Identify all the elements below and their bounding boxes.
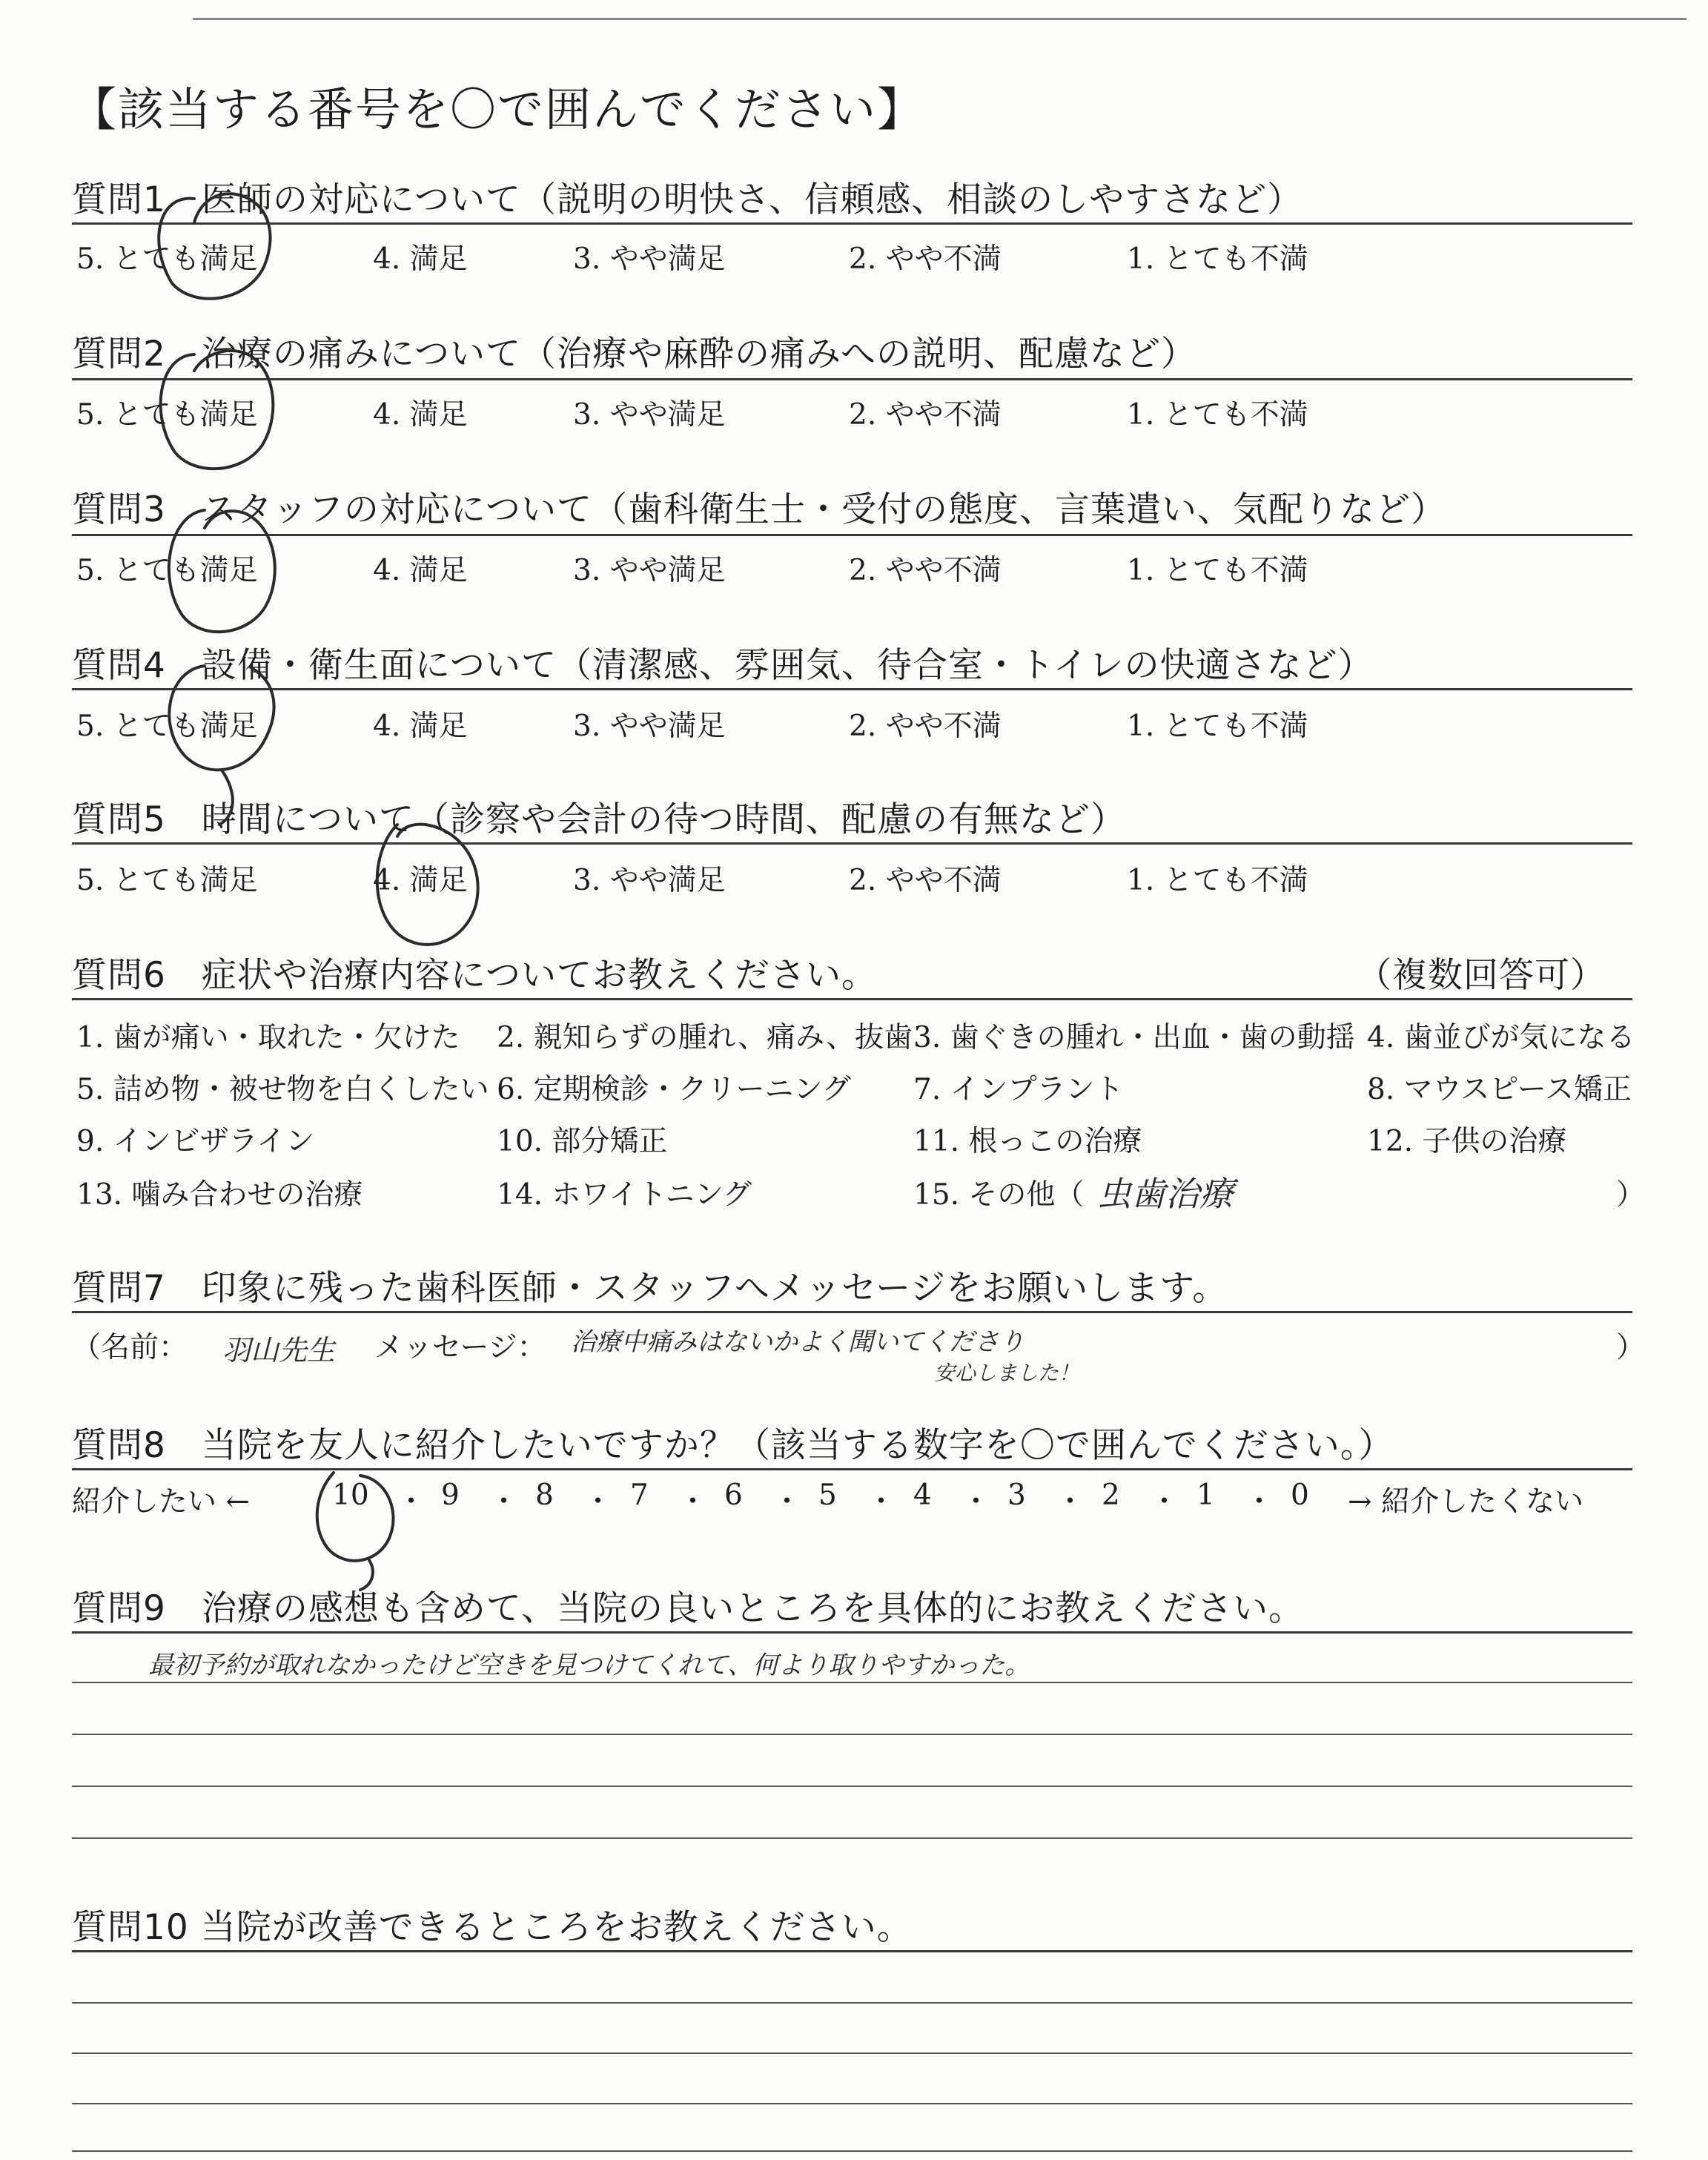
dot-separator: ・ bbox=[397, 1485, 426, 1519]
treatment-item[interactable]: 7. インプラント bbox=[913, 1073, 1124, 1106]
answer-line bbox=[72, 1734, 1632, 1735]
scale-value[interactable]: 9 bbox=[441, 1479, 460, 1512]
option-1[interactable]: 1. とても不満 bbox=[1127, 864, 1308, 897]
question-8-title: 質問8 当院を友人に紹介したいですか？（該当する数字を〇で囲んでください。） bbox=[72, 1425, 1394, 1466]
option-3[interactable]: 3. やや満足 bbox=[573, 398, 726, 432]
treatment-item[interactable]: 6. 定期検診・クリーニング bbox=[497, 1073, 851, 1106]
treatment-item[interactable]: 3. 歯ぐきの腫れ・出血・歯の動揺 bbox=[913, 1021, 1355, 1054]
question-1-title: 質問1 医師の対応について（説明の明快さ、信頼感、相談のしやすさなど） bbox=[72, 179, 1303, 220]
recommend-right-label: → 紹介したくない bbox=[1348, 1485, 1584, 1519]
divider bbox=[72, 534, 1632, 536]
treatment-item[interactable]: 5. 詰め物・被せ物を白くしたい bbox=[76, 1073, 489, 1106]
treatment-item[interactable]: 13. 噛み合わせの治療 bbox=[76, 1178, 363, 1212]
treatment-item[interactable]: 14. ホワイトニング bbox=[497, 1178, 752, 1212]
divider bbox=[72, 1950, 1632, 1952]
answer-line bbox=[72, 2150, 1632, 2152]
option-4[interactable]: 4. 満足 bbox=[373, 242, 468, 276]
question-9-title: 質問9 治療の感想も含めて、当院の良いところを具体的にお教えください。 bbox=[72, 1588, 1304, 1629]
dot-separator: ・ bbox=[867, 1485, 896, 1519]
treatment-item[interactable]: 4. 歯並びが気になる bbox=[1367, 1021, 1635, 1054]
treatment-item[interactable]: 15. その他（ bbox=[913, 1178, 1085, 1212]
treatment-item[interactable]: 12. 子供の治療 bbox=[1367, 1125, 1567, 1158]
treatment-item[interactable]: 10. 部分矯正 bbox=[497, 1125, 668, 1158]
close-paren: ） bbox=[1616, 1178, 1646, 1212]
dot-separator: ・ bbox=[1056, 1485, 1085, 1519]
treatment-item[interactable]: 11. 根っこの治療 bbox=[913, 1125, 1142, 1158]
name-label: （名前： bbox=[72, 1331, 188, 1364]
divider bbox=[72, 1311, 1632, 1313]
question-7-title: 質問7 印象に残った歯科医師・スタッフへメッセージをお願いします。 bbox=[72, 1268, 1228, 1309]
option-1[interactable]: 1. とても不満 bbox=[1127, 554, 1308, 587]
answer-line bbox=[72, 1682, 1632, 1683]
option-3[interactable]: 3. やや満足 bbox=[573, 242, 726, 276]
dot-separator: ・ bbox=[961, 1485, 991, 1519]
divider bbox=[72, 688, 1632, 690]
question-10-title: 質問10 当院が改善できるところをお教えください。 bbox=[72, 1907, 913, 1948]
treatment-item[interactable]: 1. 歯が痛い・取れた・欠けた bbox=[76, 1021, 460, 1054]
option-4[interactable]: 4. 満足 bbox=[373, 864, 468, 897]
scale-value[interactable]: 5 bbox=[818, 1479, 837, 1512]
answer-line bbox=[72, 2052, 1632, 2054]
question-6-title: 質問6 症状や治療内容についてお教えください。 bbox=[72, 955, 877, 996]
q9-answer-handwritten[interactable]: 最初予約が取れなかったけど空きを見つけてくれて、何より取りやすかった。 bbox=[148, 1651, 1030, 1680]
scale-value[interactable]: 8 bbox=[535, 1479, 554, 1512]
scale-value[interactable]: 1 bbox=[1196, 1479, 1215, 1512]
option-5[interactable]: 5. とても満足 bbox=[76, 242, 258, 276]
answer-line bbox=[72, 1837, 1632, 1839]
option-1[interactable]: 1. とても不満 bbox=[1127, 398, 1308, 432]
option-2[interactable]: 2. やや不満 bbox=[849, 554, 1002, 587]
other-answer-handwritten[interactable]: 虫歯治療 bbox=[1097, 1174, 1234, 1214]
option-5[interactable]: 5. とても満足 bbox=[76, 864, 258, 897]
scale-value[interactable]: 7 bbox=[630, 1479, 649, 1512]
option-1[interactable]: 1. とても不満 bbox=[1127, 242, 1308, 276]
option-5[interactable]: 5. とても満足 bbox=[76, 710, 258, 743]
treatment-item[interactable]: 2. 親知らずの腫れ、痛み、抜歯 bbox=[497, 1021, 913, 1054]
scale-value[interactable]: 2 bbox=[1102, 1479, 1120, 1512]
option-2[interactable]: 2. やや不満 bbox=[849, 242, 1002, 276]
option-5[interactable]: 5. とても満足 bbox=[76, 554, 258, 587]
dot-separator: ・ bbox=[772, 1485, 802, 1519]
option-1[interactable]: 1. とても不満 bbox=[1127, 710, 1308, 743]
treatment-item[interactable]: 8. マウスピース矯正 bbox=[1367, 1073, 1632, 1106]
top-border bbox=[193, 18, 1687, 20]
option-4[interactable]: 4. 満足 bbox=[373, 398, 468, 432]
divider bbox=[72, 842, 1632, 845]
option-5[interactable]: 5. とても満足 bbox=[76, 398, 258, 432]
answer-line bbox=[72, 1786, 1632, 1787]
dot-separator: ・ bbox=[1245, 1485, 1274, 1519]
message-label: メッセージ： bbox=[374, 1331, 546, 1364]
dot-separator: ・ bbox=[678, 1485, 708, 1519]
divider bbox=[72, 1468, 1632, 1470]
question-3-title: 質問3 スタッフの対応について（歯科衛生士・受付の態度、言葉遣い、気配りなど） bbox=[72, 489, 1446, 530]
divider bbox=[72, 378, 1632, 380]
option-2[interactable]: 2. やや不満 bbox=[849, 864, 1002, 897]
dot-separator: ・ bbox=[489, 1485, 519, 1519]
question-2-title: 質問2 治療の痛みについて（治療や麻酔の痛みへの説明、配慮など） bbox=[72, 334, 1197, 374]
scale-value[interactable]: 0 bbox=[1291, 1479, 1309, 1512]
scale-value[interactable]: 10 bbox=[332, 1479, 369, 1512]
question-5-title: 質問5 時間について（診察や会計の待つ時間、配慮の有無など） bbox=[72, 799, 1126, 840]
close-paren: ） bbox=[1616, 1331, 1646, 1364]
option-4[interactable]: 4. 満足 bbox=[373, 710, 468, 743]
divider bbox=[72, 222, 1632, 225]
option-3[interactable]: 3. やや満足 bbox=[573, 710, 726, 743]
option-4[interactable]: 4. 満足 bbox=[373, 554, 468, 587]
treatment-item[interactable]: 9. インビザライン bbox=[76, 1125, 315, 1158]
form-title: 【該当する番号を〇で囲んでください】 bbox=[70, 82, 925, 136]
name-handwritten[interactable]: 羽山先生 bbox=[222, 1334, 336, 1367]
option-3[interactable]: 3. やや満足 bbox=[573, 864, 726, 897]
option-2[interactable]: 2. やや不満 bbox=[849, 398, 1002, 432]
dot-separator: ・ bbox=[583, 1485, 613, 1519]
answer-line bbox=[72, 2002, 1632, 2004]
divider bbox=[72, 1631, 1632, 1634]
option-3[interactable]: 3. やや満足 bbox=[573, 554, 726, 587]
scale-value[interactable]: 3 bbox=[1007, 1479, 1026, 1512]
dot-separator: ・ bbox=[1150, 1485, 1179, 1519]
message-handwritten-line2[interactable]: 安心しました！ bbox=[934, 1361, 1080, 1385]
scale-value[interactable]: 4 bbox=[913, 1479, 932, 1512]
question-4-title: 質問4 設備・衛生面について（清潔感、雰囲気、待合室・トイレの快適さなど） bbox=[72, 645, 1374, 686]
option-2[interactable]: 2. やや不満 bbox=[849, 710, 1002, 743]
multiple-answers-note: （複数回答可） bbox=[1357, 955, 1606, 996]
answer-line bbox=[72, 2103, 1632, 2104]
message-handwritten-line1[interactable]: 治療中痛みはないかよく聞いてくださり bbox=[571, 1327, 1025, 1357]
recommend-left-label: 紹介したい ← bbox=[72, 1485, 251, 1519]
scale-value[interactable]: 6 bbox=[724, 1479, 743, 1512]
divider bbox=[72, 998, 1632, 1000]
